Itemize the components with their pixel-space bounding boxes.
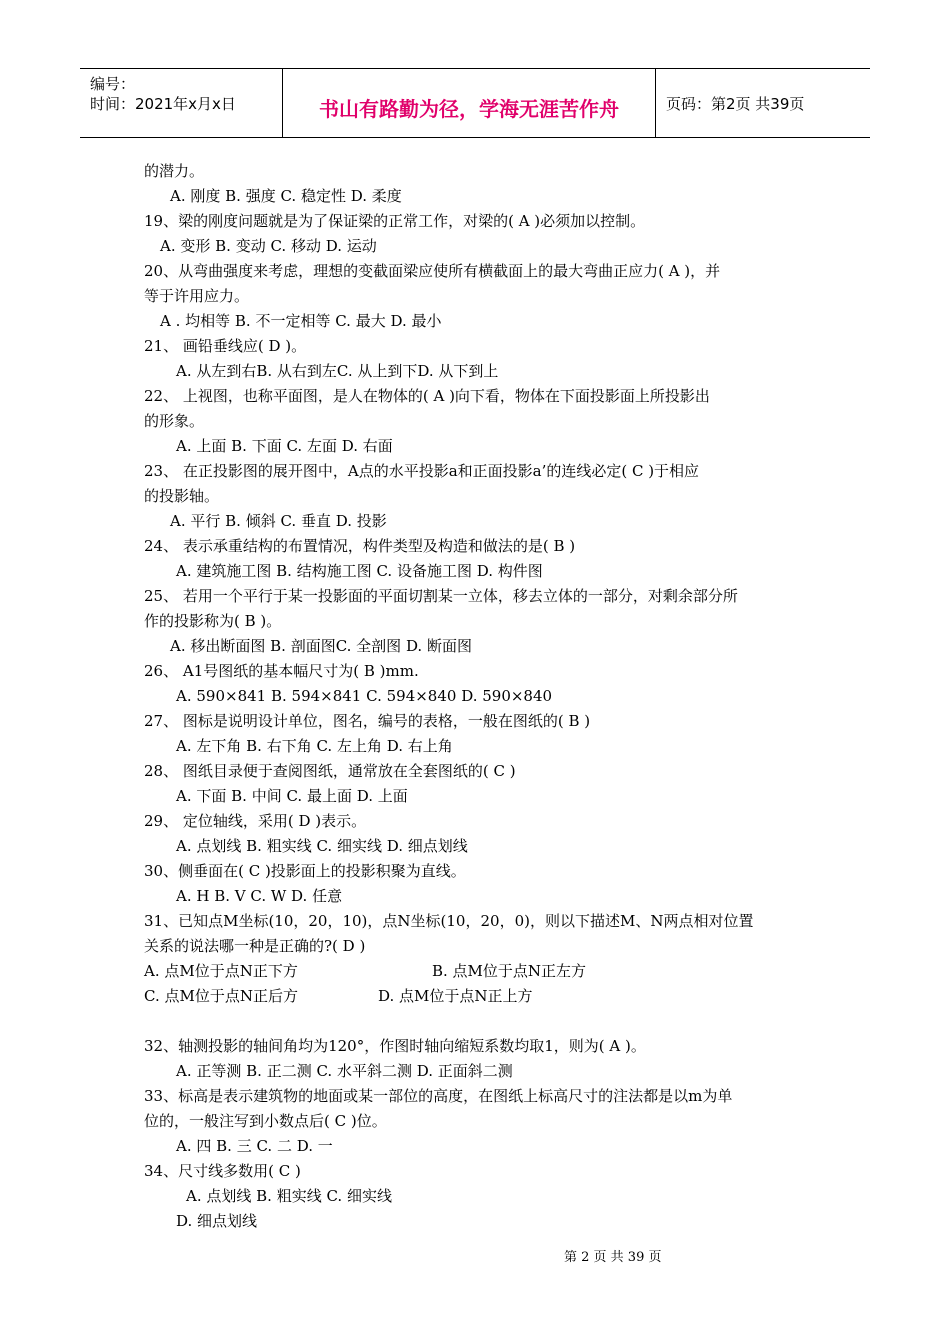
option-line: A. 下面 B. 中间 C. 最上面 D. 上面: [176, 787, 408, 805]
text-line: 关系的说法哪一种是正确的?( D ): [144, 937, 366, 955]
text-line: 位的，一般注写到小数点后( C )位。: [144, 1112, 387, 1130]
question-line: 31、已知点M坐标(10，20，10)，点N坐标(10，20，0)，则以下描述M、N两点相对位置: [144, 912, 754, 930]
option-c: C. 点M位于点N正后方: [144, 987, 298, 1005]
option-line: A. 590×841 B. 594×841 C. 594×840 D. 590×840: [176, 687, 553, 705]
header-middle-cell: [283, 69, 656, 137]
option-line: A. 建筑施工图 B. 结构施工图 C. 设备施工图 D. 构件图: [176, 562, 543, 580]
question-line: 19、梁的刚度问题就是为了保证梁的正常工作，对梁的( A )必须加以控制。: [144, 212, 646, 230]
option-line: A. 点划线 B. 粗实线 C. 细实线 D. 细点划线: [176, 837, 468, 855]
question-line: 33、标高是表示建筑物的地面或某一部位的高度，在图纸上标高尺寸的注法都是以m为单: [144, 1087, 733, 1105]
question-line: 32、轴测投影的轴间角均为120°，作图时轴向缩短系数均取1，则为( A )。: [144, 1037, 646, 1055]
number-label: 编号：: [90, 75, 136, 93]
question-line: 21、 画铅垂线应( D )。: [144, 337, 307, 355]
option-line: A. 从左到右B. 从右到左C. 从上到下D. 从下到上: [176, 362, 499, 380]
option-line: A. H B. V C. W D. 任意: [176, 887, 343, 905]
option-line: A. 四 B. 三 C. 二 D. 一: [176, 1137, 333, 1155]
option-line: A. 点划线 B. 粗实线 C. 细实线: [186, 1187, 392, 1205]
question-line: 25、 若用一个平行于某一投影面的平面切割某一立体，移去立体的一部分，对剩余部分所: [144, 587, 738, 605]
question-line: 26、 A1号图纸的基本幅尺寸为( B )mm.: [144, 662, 419, 680]
motto-text: 书山有路勤为径，学海无涯苦作舟: [319, 97, 619, 121]
text-line: 等于许用应力。: [144, 287, 250, 305]
option-line: D. 细点划线: [176, 1212, 258, 1230]
option-line: A. 上面 B. 下面 C. 左面 D. 右面: [176, 437, 393, 455]
option-line: A. 刚度 B. 强度 C. 稳定性 D. 柔度: [170, 187, 402, 205]
question-line: 29、 定位轴线，采用( D )表示。: [144, 812, 367, 830]
option-line: A. 正等测 B. 正二测 C. 水平斜二测 D. 正面斜二测: [176, 1062, 513, 1080]
option-d: D. 点M位于点N正上方: [378, 987, 533, 1005]
page-footer: 第 2 页 共 39 页: [564, 1250, 662, 1265]
option-line: A. 移出断面图 B. 剖面图C. 全剖图 D. 断面图: [170, 637, 472, 655]
text-line: 的潜力。: [144, 162, 205, 180]
date-label: 时间：2021年x月x日: [90, 95, 236, 113]
question-line: 28、 图纸目录便于查阅图纸，通常放在全套图纸的( C ): [144, 762, 516, 780]
option-line: A. 平行 B. 倾斜 C. 垂直 D. 投影: [170, 512, 387, 530]
header-right-cell: [656, 69, 870, 137]
option-a: A. 点M位于点N正下方: [144, 962, 298, 980]
question-line: 34、尺寸线多数用( C ): [144, 1162, 301, 1180]
header-left-cell: [80, 69, 283, 137]
option-line: A . 均相等 B. 不一定相等 C. 最大 D. 最小: [160, 312, 442, 330]
page-info: 页码：第2页 共39页: [666, 95, 805, 113]
option-line: A. 左下角 B. 右下角 C. 左上角 D. 右上角: [176, 737, 453, 755]
question-line: 22、 上视图，也称平面图，是人在物体的( A )向下看，物体在下面投影面上所投影出: [144, 387, 710, 405]
question-line: 27、 图标是说明设计单位，图名，编号的表格，一般在图纸的( B ): [144, 712, 591, 730]
question-line: 24、 表示承重结构的布置情况，构件类型及构造和做法的是( B ): [144, 537, 576, 555]
text-line: 的形象。: [144, 412, 205, 430]
option-line: A. 变形 B. 变动 C. 移动 D. 运动: [160, 237, 377, 255]
question-line: 30、侧垂面在( C )投影面上的投影积聚为直线。: [144, 862, 466, 880]
text-line: 作的投影称为( B )。: [144, 612, 282, 630]
page-header: [80, 68, 870, 138]
text-line: 的投影轴。: [144, 487, 220, 505]
option-b: B. 点M位于点N正左方: [432, 962, 587, 980]
question-line: 23、 在正投影图的展开图中，A点的水平投影a和正面投影a’的连线必定( C )于相应: [144, 462, 700, 480]
question-line: 20、从弯曲强度来考虑，理想的变截面梁应使所有横截面上的最大弯曲正应力( A )，并: [144, 262, 721, 280]
